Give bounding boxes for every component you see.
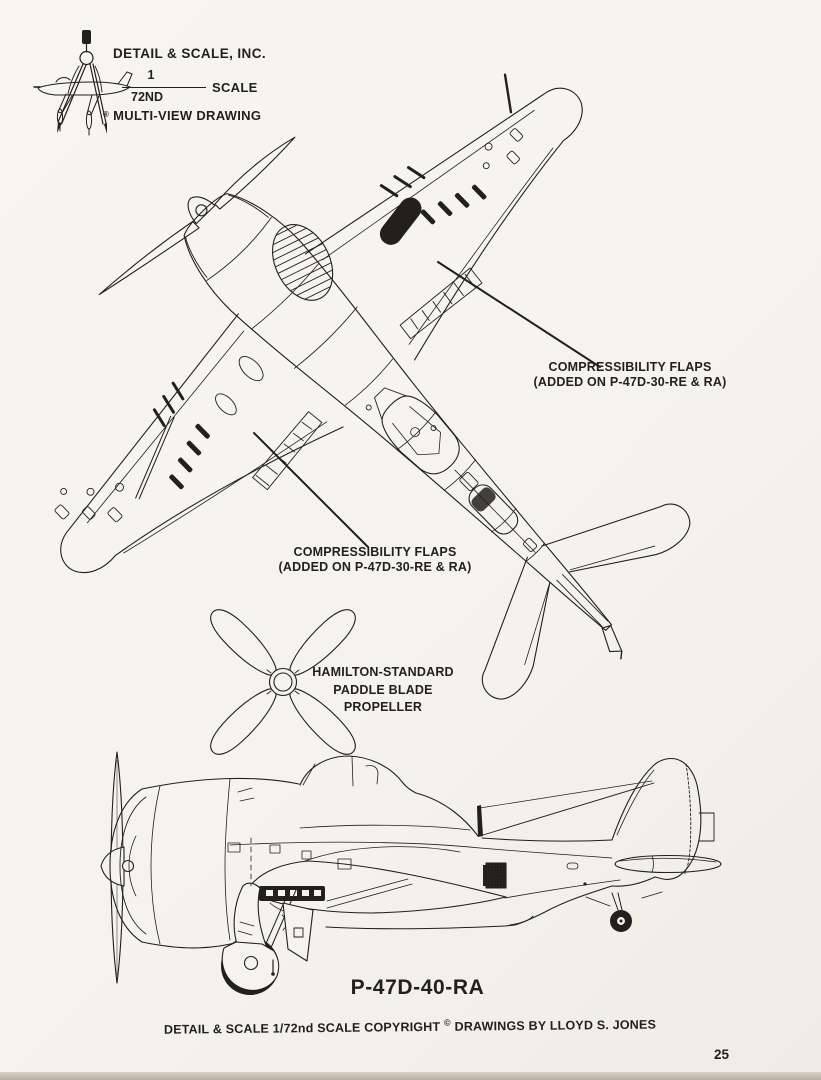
annotation-line: HAMILTON-STANDARD [312, 665, 454, 679]
scale-fraction-bar [122, 87, 206, 88]
copyright-symbol: © [443, 1017, 451, 1028]
copyright-suffix: DRAWINGS BY LLOYD S. JONES [454, 1017, 657, 1034]
leader-line-left-flaps [254, 433, 368, 547]
annotation-propeller [298, 664, 468, 717]
annotation-line: COMPRESSIBILITY FLAPS [548, 360, 712, 374]
page-edge-shadow [0, 1072, 821, 1080]
annotation-line: PROPELLER [343, 700, 423, 714]
scale-fraction-denominator: 72ND [131, 90, 163, 104]
registered-trademark-symbol: ® [103, 110, 110, 119]
annotation-line: COMPRESSIBILITY FLAPS [293, 545, 457, 559]
scale-word: SCALE [212, 80, 258, 95]
leader-line-right-flaps [438, 262, 600, 367]
annotation-line: (ADDED ON P-47D-30-RE & RA) [278, 560, 472, 574]
aircraft-variant-title: P-47D-40-RA [350, 976, 485, 999]
page-number: 25 [714, 1047, 730, 1062]
side-view-drawing [101, 752, 721, 995]
multi-view-drawing-text: MULTI-VIEW DRAWING [113, 108, 262, 123]
copyright-prefix: DETAIL & SCALE 1/72nd SCALE COPYRIGHT [163, 1019, 441, 1037]
annotation-line: (ADDED ON P-47D-30-RE & RA) [533, 375, 727, 389]
scale-fraction-numerator: 1 [147, 68, 155, 82]
annotation-compressibility-flaps-left [253, 545, 497, 575]
publisher-name: DETAIL & SCALE, INC. [113, 46, 267, 61]
multi-view-drawing-label [103, 108, 261, 123]
annotation-line: PADDLE BLADE [333, 682, 433, 697]
annotation-compressibility-flaps-right [498, 360, 762, 390]
